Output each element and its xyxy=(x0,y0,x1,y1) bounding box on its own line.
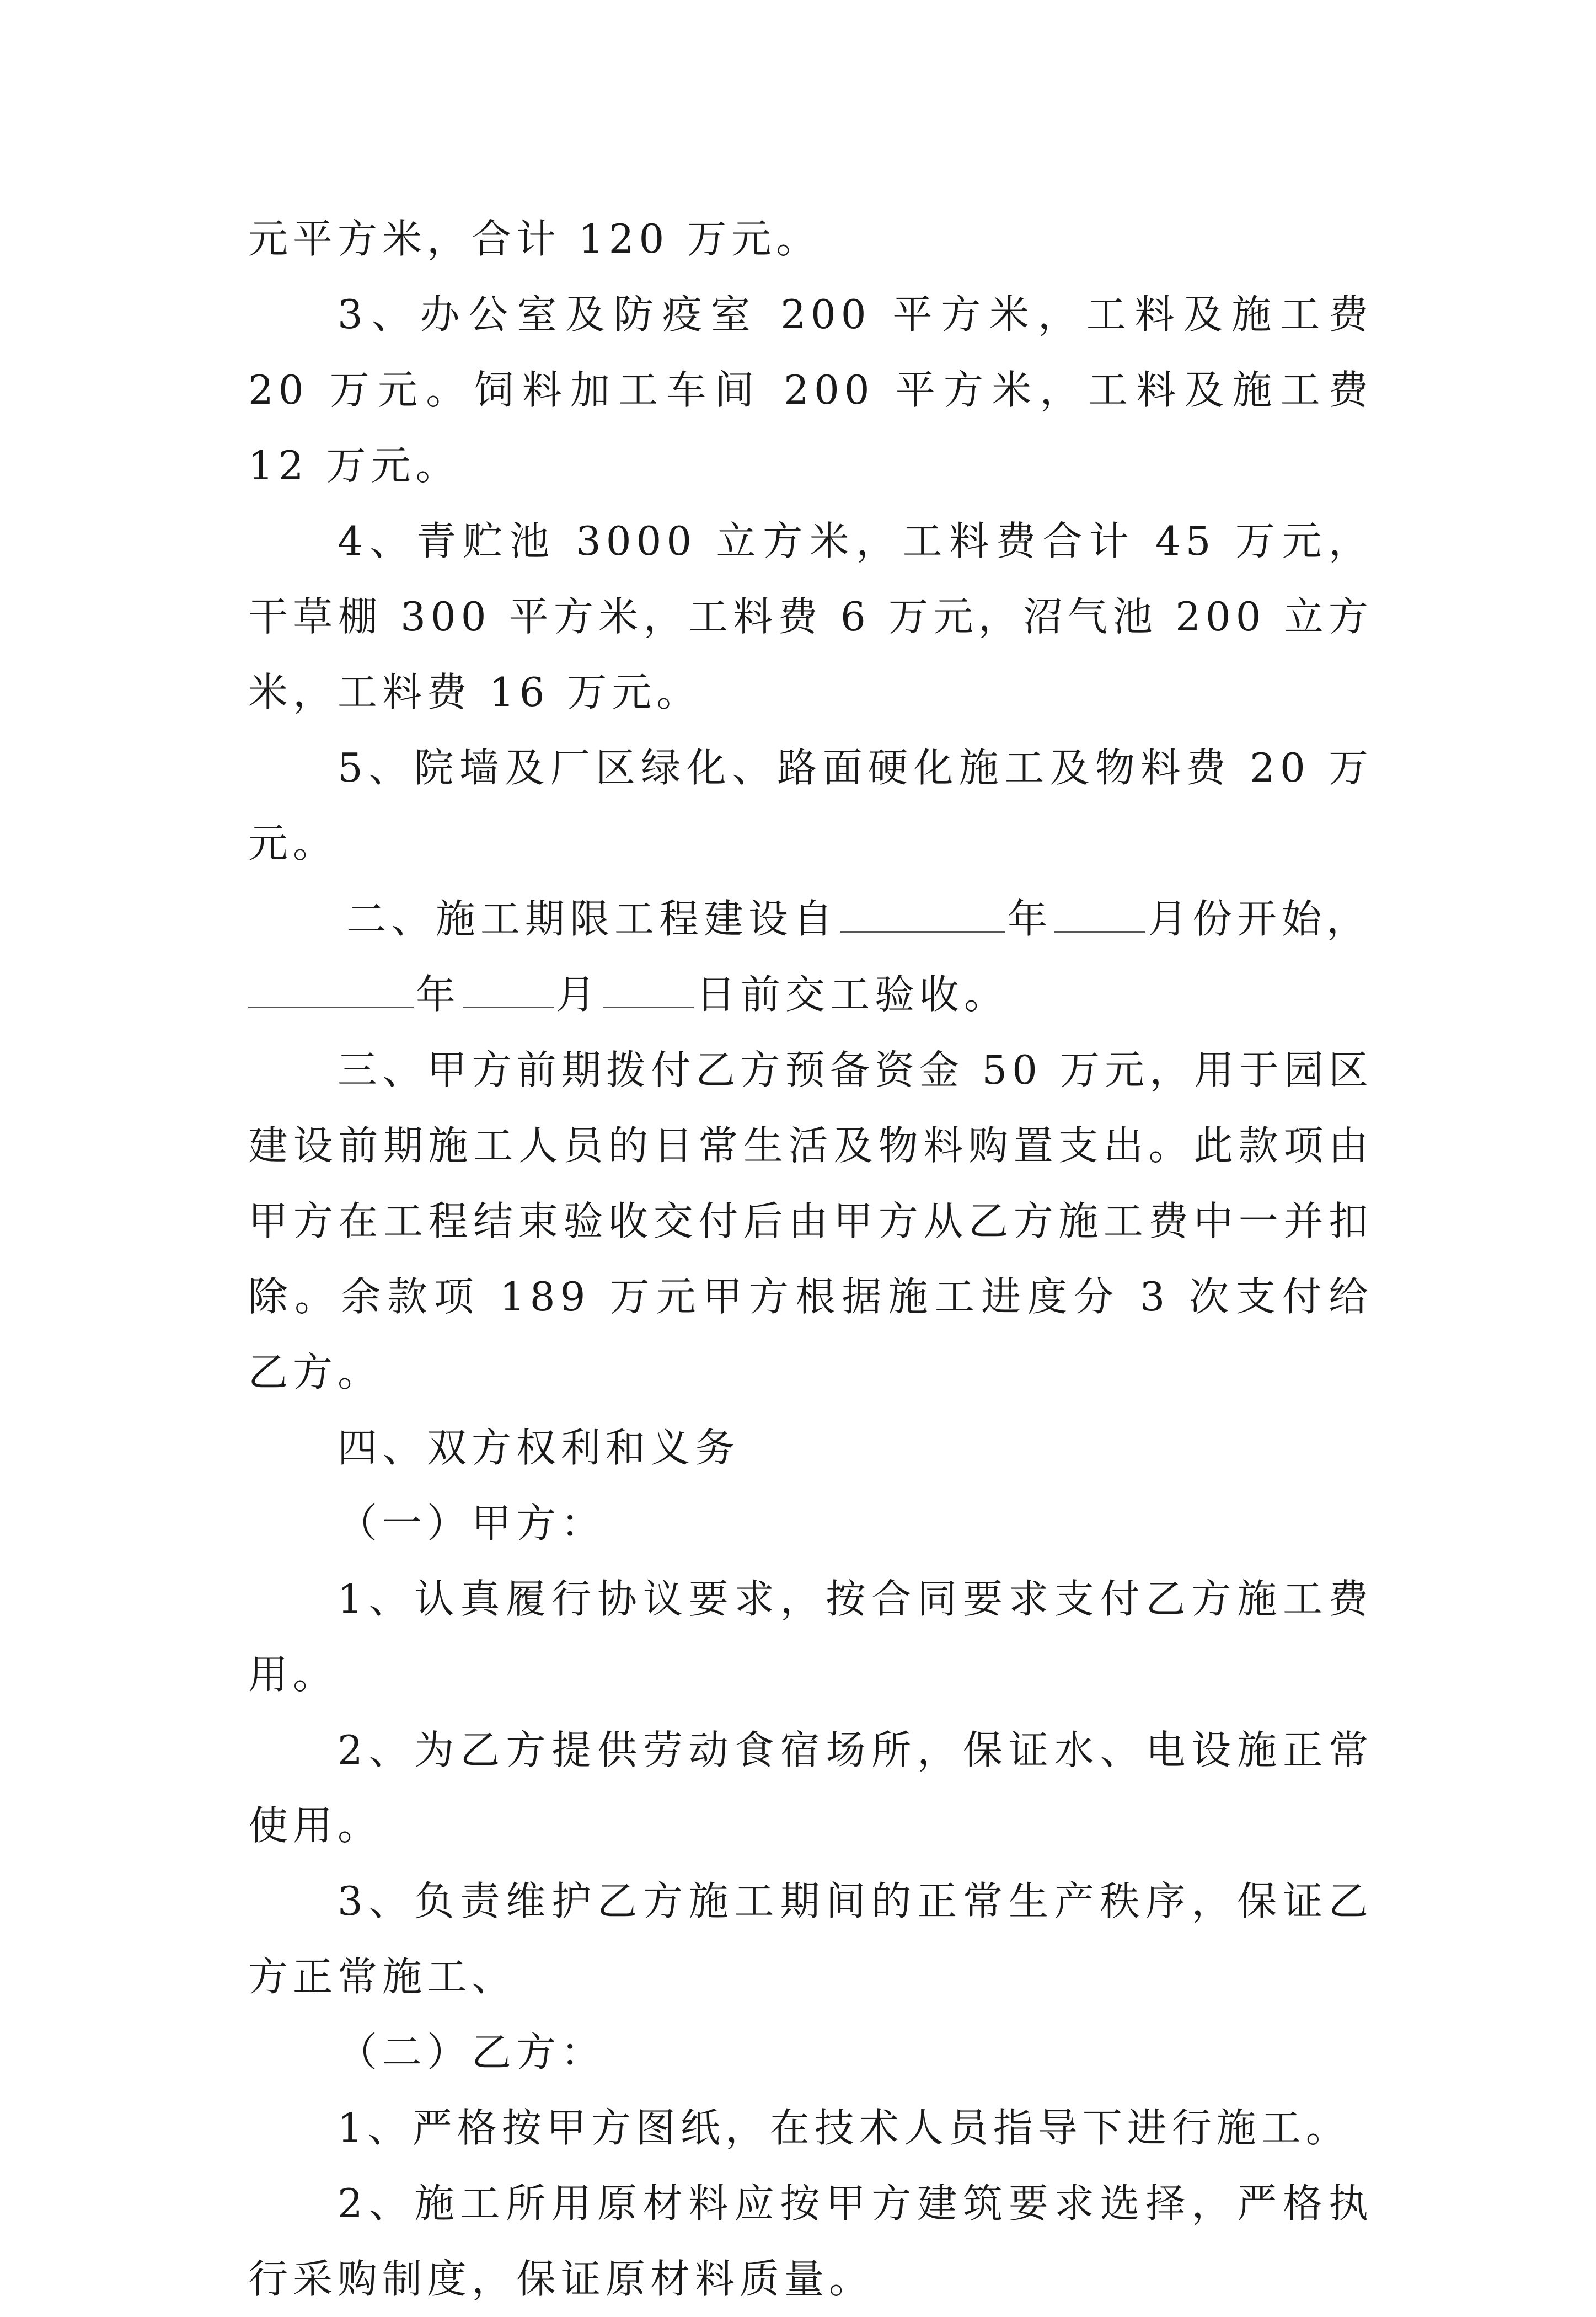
period-text-year: 年 xyxy=(1008,896,1053,942)
period-text-end-month: 月 xyxy=(556,971,601,1018)
blank-start-year[interactable] xyxy=(840,895,1005,933)
blank-end-month[interactable] xyxy=(463,970,554,1008)
paragraph-item-3-office: 3、办公室及防疫室 200 平方米，工料及施工费 20 万元。饲料加工车间 200 平方米，工料及施工费 12 万元。 xyxy=(248,291,1373,489)
document-body xyxy=(248,201,1373,2317)
paragraph-cost-total: 元平方米，合计 120 万元。 xyxy=(248,216,821,262)
heading-party-a: （一）甲方： xyxy=(338,1500,606,1547)
paragraph-item-5-walls: 5、院墙及厂区绿化、路面硬化施工及物料费 20 万元。 xyxy=(248,745,1373,866)
paragraph-construction-period xyxy=(248,881,1373,1032)
paragraph-party-a-item-2: 2、为乙方提供劳动食宿场所，保证水、电设施正常使用。 xyxy=(248,1727,1373,1849)
blank-end-day[interactable] xyxy=(603,970,694,1008)
paragraph-party-b-item-1: 1、严格按甲方图纸，在技术人员指导下进行施工。 xyxy=(338,2105,1351,2151)
blank-start-month[interactable] xyxy=(1054,895,1145,933)
period-text-end-year: 年 xyxy=(416,971,461,1018)
paragraph-party-b-item-2: 2、施工所用原材料应按甲方建筑要求选择，严格执行采购制度，保证原材料质量。 xyxy=(248,2180,1373,2302)
paragraph-advance-payment: 三、甲方前期拨付乙方预备资金 50 万元，用于园区建设前期施工人员的日常生活及物料购置支出。此款项由甲方在工程结束验收交付后由甲方从乙方施工费中一并扣除。余款项 189 万元甲方根据施工进度分 3 次支付给乙方。 xyxy=(248,1047,1373,1395)
paragraph-item-4-silage: 4、青贮池 3000 立方米，工料费合计 45 万元，干草棚 300 平方米，工料费 6 万元，沼气池 200 立方米，工料费 16 万元。 xyxy=(248,518,1373,715)
paragraph-party-a-item-1: 1、认真履行协议要求，按合同要求支付乙方施工费用。 xyxy=(248,1576,1373,1698)
period-text-month-start: 月份开始， xyxy=(1148,896,1372,942)
period-text-end: 日前交工验收。 xyxy=(696,971,1009,1018)
heading-rights-obligations: 四、双方权利和义务 xyxy=(338,1425,740,1471)
blank-end-year[interactable] xyxy=(248,970,414,1008)
period-text-start: 二、施工期限工程建设自 xyxy=(346,896,838,942)
heading-party-b: （二）乙方： xyxy=(338,2029,606,2075)
paragraph-party-a-item-3: 3、负责维护乙方施工期间的正常生产秩序，保证乙方正常施工、 xyxy=(248,1878,1373,2000)
